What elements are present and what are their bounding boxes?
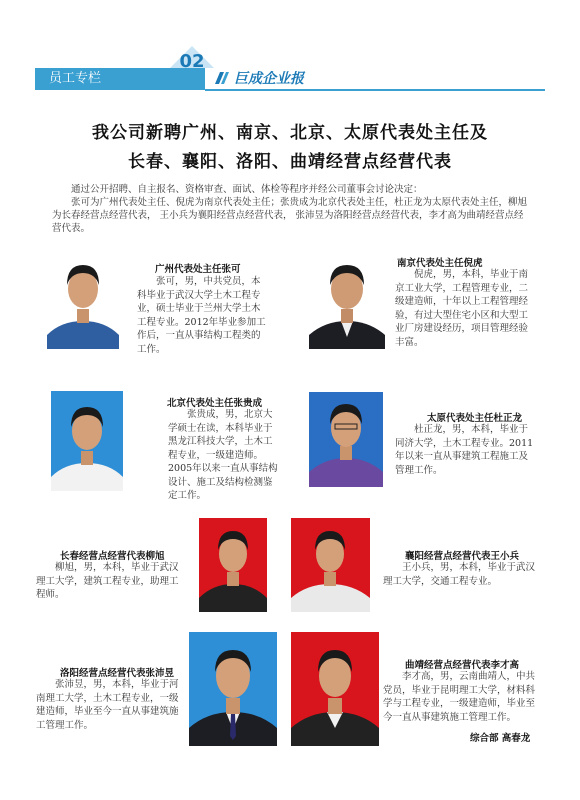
- person-bio: 张可，男，中共党员，本科毕业于武汉大学土木工程专业，硕士毕业于兰州大学土木工程专业。2012年毕业参加工作后，一直从事结构工程类的工作。: [137, 276, 266, 355]
- person-bio: 倪虎，男，本科，毕业于南京工业大学，工程管理专业，二级建造师，十年以上工程管理经验，有过大型住宅小区和大型工业厂房建设经历，项目管理经验丰富。: [395, 269, 529, 348]
- person-title: 南京代表处主任倪虎: [397, 258, 483, 269]
- person-bio: 杜正龙，男，本科，毕业于同济大学，土木工程专业。2011年以来一直从事建筑工程施工及管理工作。: [395, 424, 534, 476]
- portrait-photo: [309, 253, 385, 349]
- intro-paragraph-1: 通过公开招聘、自主报名、资格审查、面试、体检等程序并经公司董事会讨论决定：: [71, 184, 423, 195]
- person-title: 太原代表处主任杜正龙: [427, 413, 523, 424]
- person-title: 长春经营点经营代表柳旭: [60, 551, 165, 562]
- person-title: 洛阳经营点经营代表张沛昱: [60, 668, 175, 679]
- person-bio: 李才高，男，云南曲靖人，中共党员，毕业于昆明理工大学，材料科学与工程专业，一级建造师，毕业至今一直从事建筑施工管理工作。: [383, 671, 536, 723]
- article-title-line1: 我公司新聘广州、南京、北京、太原代表处主任及: [92, 123, 488, 143]
- logo-icon: [214, 70, 230, 86]
- portrait-photo: [51, 391, 123, 491]
- intro-paragraph-2: 张可为广州代表处主任、倪虎为南京代表处主任；张贵成为北京代表处主任，杜正龙为太原代表处主任，柳旭为长春经营点经营代表， 王小兵为襄阳经营点经营代表， 张沛昱为洛阳经营点经营代表，李才高为曲靖经营点经营代表。: [52, 197, 528, 234]
- page-number: 02: [179, 51, 205, 72]
- portrait-photo: [309, 392, 383, 487]
- person-title: 襄阳经营点经营代表王小兵: [405, 551, 520, 562]
- portrait-photo: [291, 632, 379, 746]
- person-title: 北京代表处主任张贵成: [167, 398, 263, 409]
- person-bio: 柳旭，男，本科，毕业于武汉理工大学，建筑工程专业，助理工程师。: [36, 562, 179, 600]
- article-title-line2: 长春、襄阳、洛阳、曲靖经营点经营代表: [128, 152, 452, 172]
- section-label: 员工专栏: [35, 68, 185, 90]
- logo-text: 巨成企业报: [234, 71, 304, 87]
- person-title: 曲靖经营点经营代表李才高: [405, 660, 520, 671]
- person-title: 广州代表处主任张可: [155, 264, 241, 275]
- author-signature: 综合部 高春龙: [470, 733, 531, 744]
- person-bio: 张沛昱，男，本科，毕业于河南理工大学，土木工程专业，一级建造师，毕业至今一直从事建筑施工管理工作。: [36, 679, 179, 731]
- person-bio: 张贵成，男，北京大学硕士在读，本科毕业于黑龙江科技大学，土木工程专业，一级建造师。2005年以来一直从事结构设计、施工及结构检测鉴定工作。: [168, 409, 278, 501]
- portrait-photo: [199, 518, 267, 612]
- portrait-photo: [291, 518, 370, 612]
- portrait-photo: [189, 632, 277, 746]
- article-intro: [52, 183, 532, 235]
- portrait-photo: [47, 249, 119, 349]
- person-bio: 王小兵，男，本科，毕业于武汉理工大学，交通工程专业。: [383, 562, 536, 587]
